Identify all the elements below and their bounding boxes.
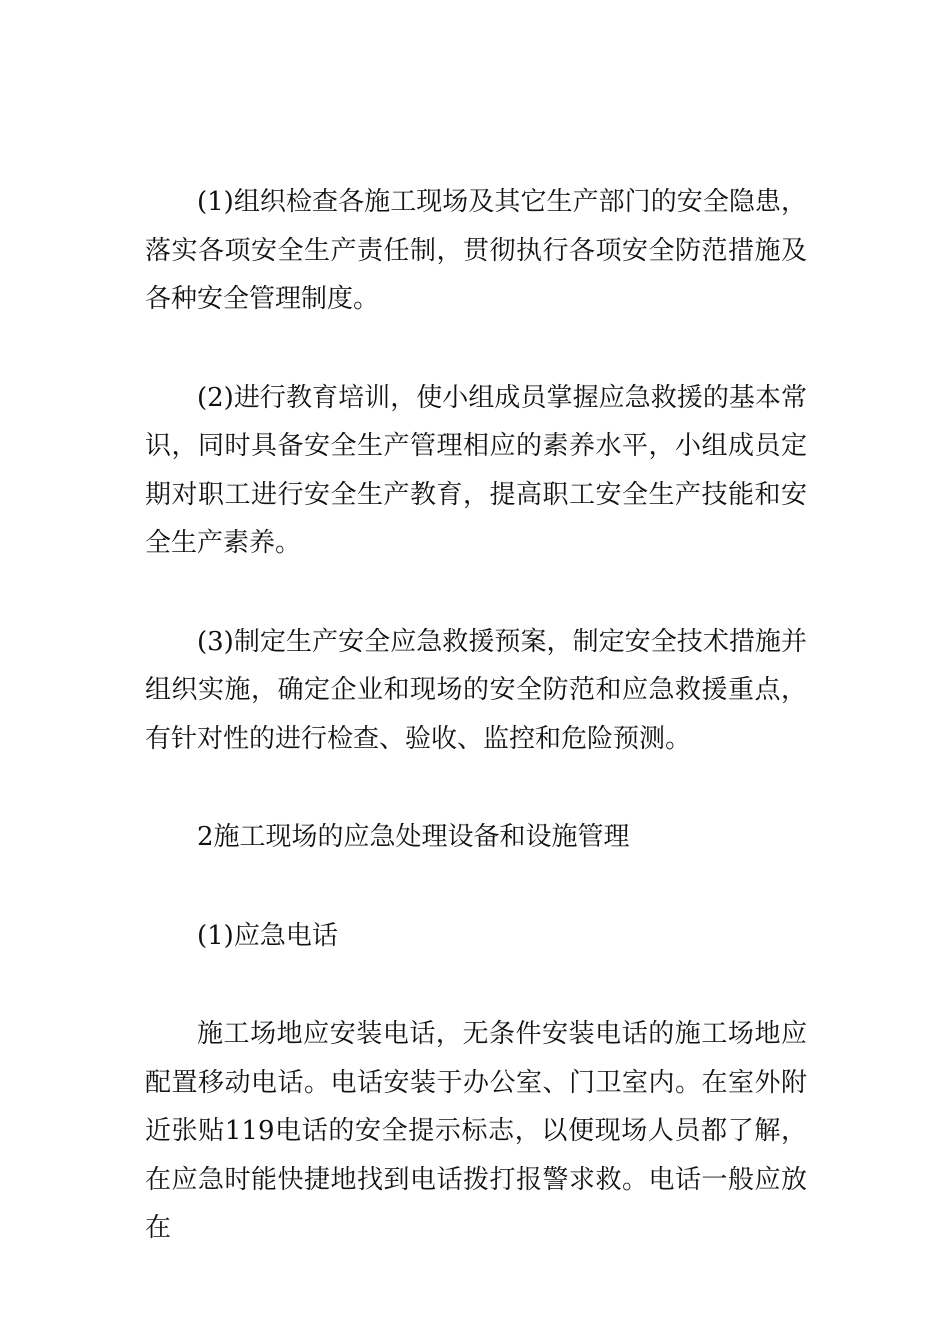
paragraph-duty-training: (2)进行教育培训，使小组成员掌握应急救援的基本常识，同时具备安全生产管理相应的素养水平，小组成员定期对职工进行安全生产教育，提高职工安全生产技能和安全生产素养。: [145, 382, 807, 558]
paragraph-duty-planning: (3)制定生产安全应急救援预案，制定安全技术措施并组织实施，确定企业和现场的安全防范和应急救援重点，有针对性的进行检查、验收、监控和危险预测。: [145, 626, 807, 754]
document-body: [145, 178, 807, 1253]
subsection-heading: (1)应急电话: [197, 920, 338, 951]
paragraph-duty-inspection: (1)组织检查各施工现场及其它生产部门的安全隐患，落实各项安全生产责任制，贯彻执行各项安全防范措施及各种安全管理制度。: [145, 187, 807, 314]
paragraph-emergency-phone: 施工场地应安装电话，无条件安装电话的施工场地应配置移动电话。电话安装于办公室、门卫室内。在室外附近张贴119电话的安全提示标志，以便现场人员都了解，在应急时能快捷地找到电话拨打报警求救。电话一般应放在: [145, 1019, 807, 1243]
section-heading: 2施工现场的应急处理设备和设施管理: [197, 822, 630, 852]
